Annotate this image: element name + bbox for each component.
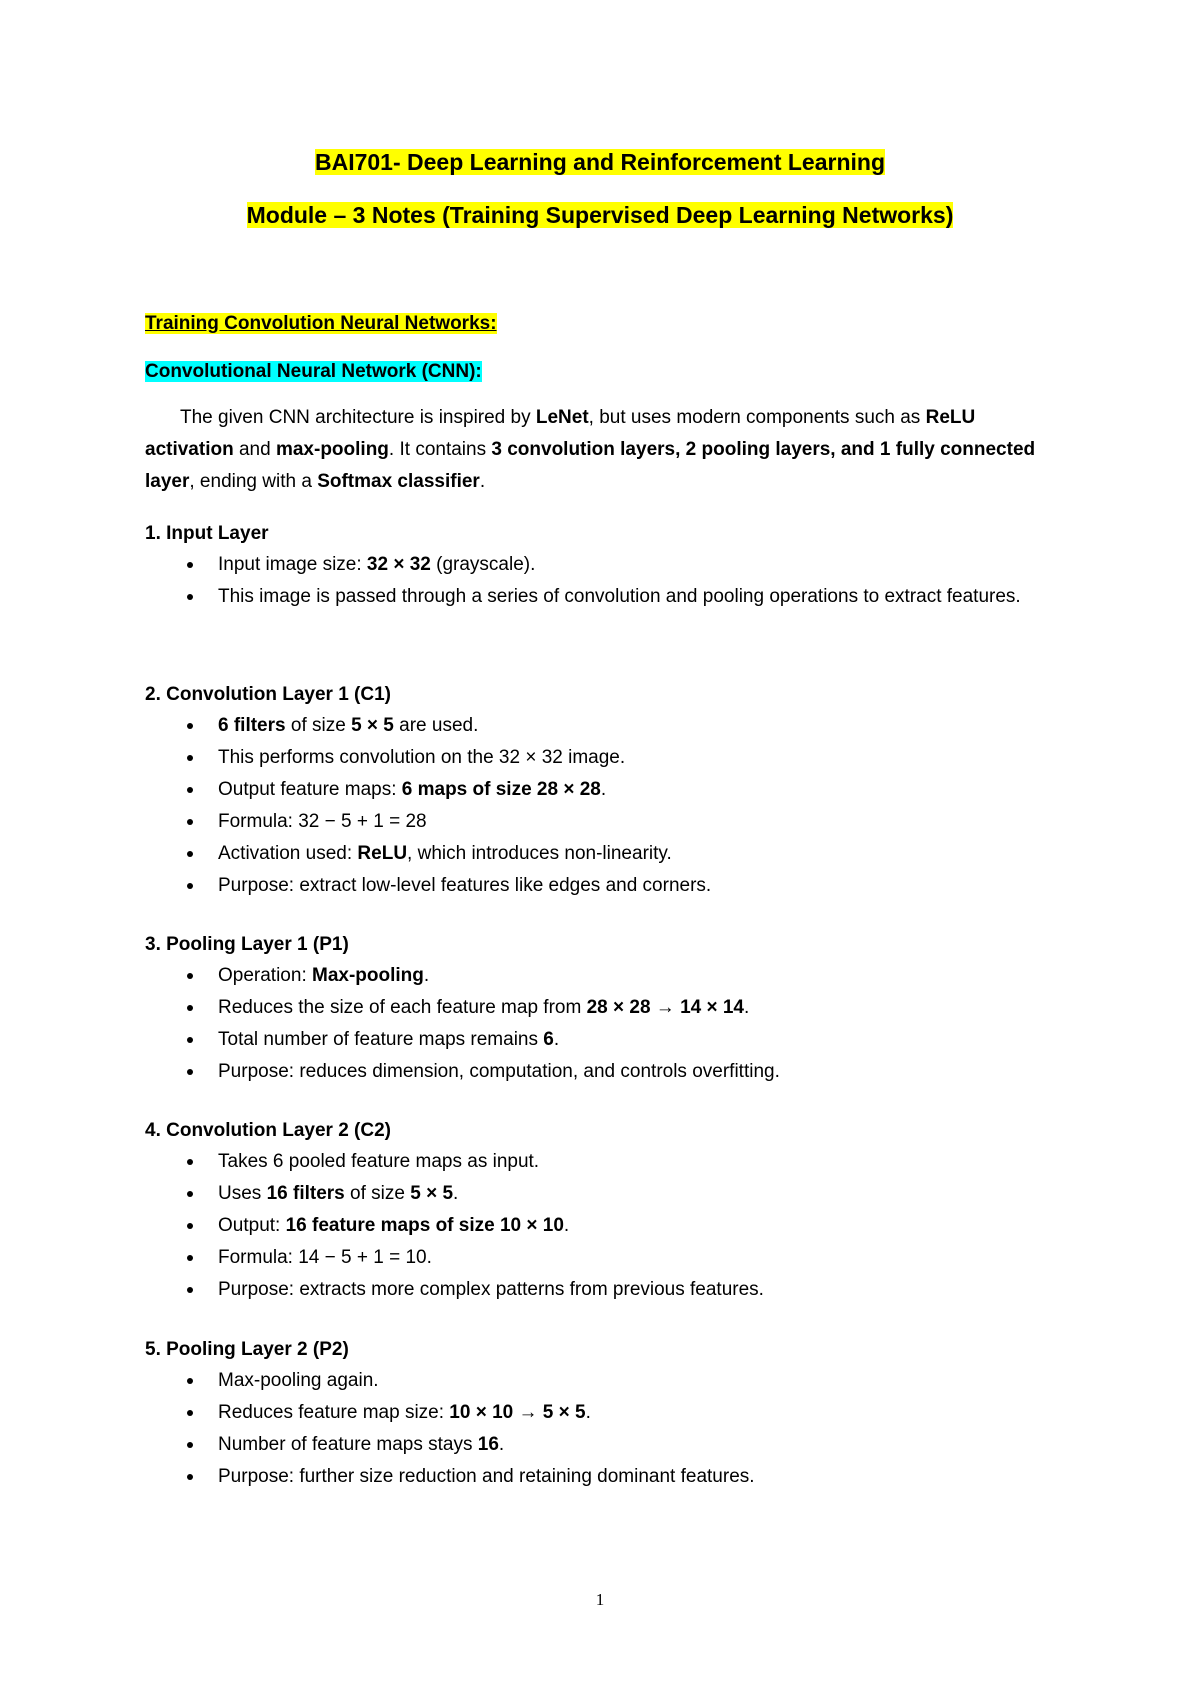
list-item: Purpose: reduces dimension, computation, and controls overfitting. xyxy=(145,1056,1025,1088)
list-item: Max-pooling again. xyxy=(145,1365,1025,1397)
p1-layer-list xyxy=(145,960,1025,1088)
intro-paragraph: The given CNN architecture is inspired by LeNet, but uses modern components such as ReLU activation and max-pooling. It contains 3 convolution layers, 2 pooling layers, and 1 fully connected layer, ending with a Softmax classifier. xyxy=(145,407,1036,492)
layer-heading-c2: 4. Convolution Layer 2 (C2) xyxy=(145,1120,391,1141)
list-item: Input image size: 32 × 32 (grayscale). xyxy=(145,549,1025,581)
layer-heading-input: 1. Input Layer xyxy=(145,523,269,544)
c2-layer-list xyxy=(145,1146,1025,1306)
list-item: This performs convolution on the 32 × 32 image. xyxy=(145,742,1025,774)
list-item: Uses 16 filters of size 5 × 5. xyxy=(145,1178,1025,1210)
list-item: Purpose: extracts more complex patterns from previous features. xyxy=(145,1274,1025,1306)
c1-layer-list xyxy=(145,710,1025,902)
list-item: Reduces the size of each feature map from 28 × 28 → 14 × 14. xyxy=(145,992,1025,1024)
list-item: Reduces feature map size: 10 × 10 → 5 × 5. xyxy=(145,1397,1025,1429)
input-layer-list xyxy=(145,549,1025,613)
list-item: Activation used: ReLU, which introduces non-linearity. xyxy=(145,838,1025,870)
list-item: Takes 6 pooled feature maps as input. xyxy=(145,1146,1025,1178)
page-number: 1 xyxy=(595,1590,605,1609)
section-heading: Training Convolution Neural Networks: xyxy=(145,313,497,334)
document-subtitle: Module – 3 Notes (Training Supervised Deep Learning Networks) xyxy=(246,202,954,228)
list-item: Formula: 32 − 5 + 1 = 28 xyxy=(145,806,1025,838)
list-item: Output feature maps: 6 maps of size 28 × 28. xyxy=(145,774,1025,806)
p2-layer-list xyxy=(145,1365,1025,1493)
list-item: Purpose: extract low-level features like edges and corners. xyxy=(145,870,1025,902)
list-item: Total number of feature maps remains 6. xyxy=(145,1024,1025,1056)
list-item: Formula: 14 − 5 + 1 = 10. xyxy=(145,1242,1025,1274)
layer-heading-c1: 2. Convolution Layer 1 (C1) xyxy=(145,684,391,705)
layer-heading-p1: 3. Pooling Layer 1 (P1) xyxy=(145,934,349,955)
layer-heading-p2: 5. Pooling Layer 2 (P2) xyxy=(145,1339,349,1360)
list-item: Purpose: further size reduction and retaining dominant features. xyxy=(145,1461,1025,1493)
list-item: Operation: Max-pooling. xyxy=(145,960,1025,992)
list-item: Output: 16 feature maps of size 10 × 10. xyxy=(145,1210,1025,1242)
section-subheading: Convolutional Neural Network (CNN): xyxy=(145,361,482,382)
list-item: Number of feature maps stays 16. xyxy=(145,1429,1025,1461)
list-item: 6 filters of size 5 × 5 are used. xyxy=(145,710,1025,742)
list-item: This image is passed through a series of convolution and pooling operations to extract features. xyxy=(145,581,1025,613)
document-title: BAI701- Deep Learning and Reinforcement Learning xyxy=(314,149,885,175)
